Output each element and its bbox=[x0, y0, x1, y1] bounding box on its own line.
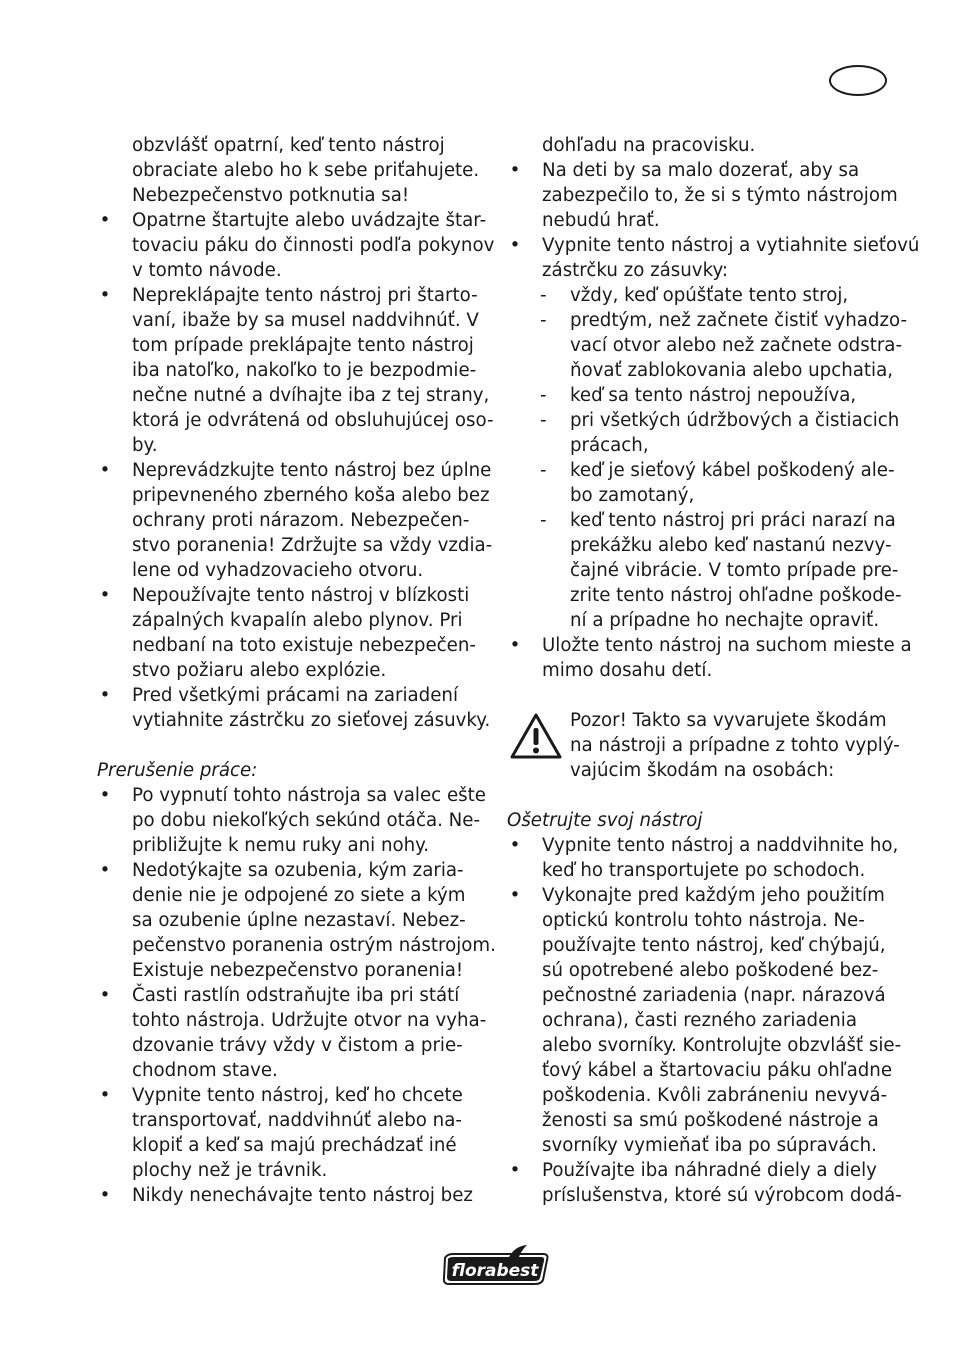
text-line bbox=[97, 308, 487, 333]
text-line bbox=[507, 1008, 897, 1033]
line-text: chodnom stave. bbox=[132, 1060, 278, 1081]
text-line bbox=[507, 233, 920, 258]
dash-marker: - bbox=[540, 385, 547, 406]
text-line bbox=[507, 633, 912, 658]
svg-text:florabest: florabest bbox=[451, 1261, 539, 1281]
text-line bbox=[97, 1108, 487, 1133]
text-line bbox=[97, 1008, 487, 1033]
line-text: nebudú hrať. bbox=[542, 210, 660, 231]
line-text: pri všetkých údržbových a čistiacich bbox=[570, 410, 900, 431]
line-text: svorníky vymieňať iba po súpravách. bbox=[542, 1135, 877, 1156]
text-line bbox=[507, 883, 897, 908]
text-line bbox=[507, 483, 897, 508]
line-text: poškodenia. Kvôli zabráneniu nevyvá- bbox=[542, 1085, 888, 1106]
text-line bbox=[97, 808, 487, 833]
line-text: Časti rastlín odstraňujte iba pri státí bbox=[132, 985, 460, 1006]
text-line bbox=[507, 458, 897, 483]
line-text: ní a prípadne ho nechajte opraviť. bbox=[570, 610, 880, 631]
bullet-marker: • bbox=[509, 885, 521, 906]
line-text: tom prípade preklápajte tento nástroj bbox=[132, 335, 474, 356]
line-text: lene od vyhadzovacieho otvoru. bbox=[132, 560, 424, 581]
left-column bbox=[97, 133, 496, 1208]
bullet-marker: • bbox=[99, 285, 111, 306]
line-text: približujte k nemu ruky ani nohy. bbox=[132, 835, 430, 856]
line-text: nečne nutné a dvíhajte iba z tej strany, bbox=[132, 385, 490, 406]
line-text: Nepreklápajte tento nástroj pri štarto- bbox=[132, 285, 478, 306]
line-text: prekážku alebo keď nastanú nezvy- bbox=[570, 535, 892, 556]
text-line bbox=[97, 833, 487, 858]
text-line bbox=[97, 1033, 487, 1058]
line-text: dohľadu na pracovisku. bbox=[542, 135, 756, 156]
line-text: ťový kábel a štartovaciu páku ohľadne bbox=[542, 1060, 893, 1081]
line-text: po dobu niekoľkých sekúnd otáča. Ne- bbox=[132, 810, 481, 831]
bullet-marker: • bbox=[99, 585, 111, 606]
text-line bbox=[507, 1033, 902, 1058]
text-line bbox=[507, 933, 897, 958]
text-line bbox=[507, 508, 897, 533]
bullet-item bbox=[507, 883, 902, 1158]
bullet-marker: • bbox=[99, 985, 111, 1006]
text-line bbox=[97, 633, 487, 658]
bullet-item bbox=[97, 783, 487, 858]
line-text: stvo požiaru alebo explózie. bbox=[132, 660, 387, 681]
text-line bbox=[507, 1183, 902, 1208]
line-text: vytiahnite zástrčku zo sieťovej zásuvky. bbox=[132, 710, 491, 731]
line-text: Opatrne štartujte alebo uvádzajte štar- bbox=[132, 210, 487, 231]
text-line bbox=[97, 433, 487, 458]
line-text: ochrany proti nárazom. Nebezpečen- bbox=[132, 510, 470, 531]
line-text: ktorá je odvrátená od obsluhujúcej oso- bbox=[132, 410, 494, 431]
text-line bbox=[507, 858, 897, 883]
line-text: v tomto návode. bbox=[132, 260, 282, 281]
line-text: Ošetrujte svoj nástroj bbox=[507, 810, 703, 831]
line-text: vací otvor alebo než začnete odstra- bbox=[570, 335, 903, 356]
bullet-marker: • bbox=[99, 860, 111, 881]
text-line bbox=[507, 908, 897, 933]
text-line bbox=[507, 183, 897, 208]
text-line bbox=[97, 483, 490, 508]
text-line bbox=[97, 708, 491, 733]
warning-text-line: Pozor! Takto sa vyvarujete škodám bbox=[570, 710, 887, 731]
text-line bbox=[97, 583, 487, 608]
dash-marker: - bbox=[540, 285, 547, 306]
warning-triangle-icon bbox=[509, 712, 563, 760]
text-line bbox=[97, 683, 487, 708]
text-line bbox=[97, 133, 487, 158]
line-text: keď je sieťový kábel poškodený ale- bbox=[570, 460, 895, 481]
text-line bbox=[97, 933, 496, 958]
spacer bbox=[507, 783, 897, 808]
bullet-item bbox=[97, 983, 487, 1083]
bullet-item bbox=[507, 158, 897, 233]
bullet-marker: • bbox=[509, 160, 521, 181]
text-line bbox=[97, 1158, 487, 1183]
text-line bbox=[507, 833, 897, 858]
text-line bbox=[97, 208, 487, 233]
text-line bbox=[97, 1083, 487, 1108]
line-text: Pred všetkými prácami na zariadení bbox=[132, 685, 458, 706]
line-text: zástrčku zo zásuvky: bbox=[542, 260, 729, 281]
line-text: predtým, než začnete čistiť vyhadzo- bbox=[570, 310, 908, 331]
bullet-item bbox=[97, 208, 495, 283]
line-text: alebo svorníky. Kontrolujte obzvlášť sie- bbox=[542, 1035, 902, 1056]
line-text: Vypnite tento nástroj, keď ho chcete bbox=[132, 1085, 463, 1106]
text-line bbox=[97, 158, 487, 183]
warning-note bbox=[507, 708, 900, 783]
bullet-item bbox=[97, 1183, 487, 1208]
line-text: Používajte iba náhradné diely a diely bbox=[542, 1160, 877, 1181]
text-line bbox=[97, 883, 487, 908]
line-text: bo zamotaný, bbox=[570, 485, 695, 506]
line-text: ženosti sa smú poškodené nástroje a bbox=[542, 1110, 879, 1131]
text-line bbox=[507, 608, 897, 633]
section-heading bbox=[97, 758, 487, 783]
line-text: sú opotrebené alebo poškodené bez- bbox=[542, 960, 879, 981]
text-line bbox=[97, 258, 487, 283]
dash-marker: - bbox=[540, 410, 547, 431]
dash-marker: - bbox=[540, 510, 547, 531]
line-text: by. bbox=[132, 435, 158, 456]
line-text: pečenstvo poranenia ostrým nástrojom. bbox=[132, 935, 496, 956]
paragraph-continuation bbox=[97, 133, 487, 208]
text-line bbox=[97, 183, 487, 208]
bullet-marker: • bbox=[99, 1185, 111, 1206]
line-text: dzovanie trávy vždy v čistom a prie- bbox=[132, 1035, 463, 1056]
text-line bbox=[507, 533, 897, 558]
line-text: vaní, ibaže by sa musel naddvihnúť. V bbox=[132, 310, 479, 331]
line-text: zrite tento nástroj ohľadne poškode- bbox=[570, 585, 902, 606]
text-line bbox=[97, 608, 487, 633]
text-line bbox=[97, 533, 493, 558]
text-line bbox=[97, 1133, 487, 1158]
text-line bbox=[507, 258, 897, 283]
text-line bbox=[507, 1058, 897, 1083]
bullet-item bbox=[507, 233, 920, 283]
line-text: prácach, bbox=[570, 435, 649, 456]
dash-item bbox=[507, 308, 908, 383]
dash-marker: - bbox=[540, 310, 547, 331]
text-line bbox=[507, 433, 897, 458]
line-text: tovaciu páku do činnosti podľa pokynov bbox=[132, 235, 495, 256]
line-text: čajné vibrácie. V tomto prípade pre- bbox=[570, 560, 899, 581]
text-line bbox=[97, 1058, 487, 1083]
text-line bbox=[97, 333, 487, 358]
line-text: obzvlášť opatrní, keď tento nástroj bbox=[132, 135, 445, 156]
bullet-marker: • bbox=[509, 835, 521, 856]
text-line bbox=[97, 983, 487, 1008]
right-column bbox=[507, 133, 920, 1208]
text-line bbox=[97, 408, 494, 433]
dash-item bbox=[507, 508, 902, 633]
line-text: Prerušenie práce: bbox=[97, 760, 258, 781]
dash-item bbox=[507, 458, 897, 508]
line-text: zabezpečilo to, že si s týmto nástrojom bbox=[542, 185, 898, 206]
text-line bbox=[97, 783, 487, 808]
line-text: plochy než je trávnik. bbox=[132, 1160, 328, 1181]
line-text: príslušenstva, ktoré sú výrobcom dodá- bbox=[542, 1185, 902, 1206]
bullet-marker: • bbox=[509, 235, 521, 256]
text-line bbox=[507, 1133, 897, 1158]
line-text: Vypnite tento nástroj a naddvihnite ho, bbox=[542, 835, 899, 856]
bullet-item bbox=[97, 283, 494, 458]
line-text: keď sa tento nástroj nepoužíva, bbox=[570, 385, 857, 406]
line-text: Vykonajte pred každým jeho použitím bbox=[542, 885, 885, 906]
text-line bbox=[507, 283, 897, 308]
bullet-item bbox=[97, 583, 487, 683]
bullet-item bbox=[97, 1083, 487, 1183]
spacer bbox=[507, 683, 897, 708]
warning-text-line: vajúcim škodám na osobách: bbox=[570, 760, 835, 781]
text-line bbox=[507, 1083, 897, 1108]
line-text: denie nie je odpojené zo siete a kým bbox=[132, 885, 466, 906]
text-line bbox=[97, 283, 487, 308]
text-line bbox=[507, 408, 900, 433]
language-oval-marker bbox=[829, 65, 887, 96]
spacer bbox=[97, 733, 487, 758]
bullet-item bbox=[97, 858, 496, 983]
text-line bbox=[507, 658, 897, 683]
line-text: používajte tento nástroj, keď chýbajú, bbox=[542, 935, 886, 956]
line-text: Nepoužívajte tento nástroj v blízkosti bbox=[132, 585, 470, 606]
text-line bbox=[507, 333, 903, 358]
bullet-marker: • bbox=[99, 1085, 111, 1106]
text-line bbox=[507, 158, 897, 183]
line-text: Na deti by sa malo dozerať, aby sa bbox=[542, 160, 860, 181]
text-line bbox=[97, 1183, 487, 1208]
line-text: iba natoľko, nakoľko to je bezpodmie- bbox=[132, 360, 477, 381]
line-text: pečnostné zariadenia (napr. nárazová bbox=[542, 985, 886, 1006]
bullet-item bbox=[97, 458, 493, 583]
line-text: vždy, keď opúšťate tento stroj, bbox=[570, 285, 849, 306]
text-line bbox=[507, 1158, 897, 1183]
section-heading bbox=[507, 808, 897, 833]
line-text: stvo poranenia! Zdržujte sa vždy vzdia- bbox=[132, 535, 493, 556]
paragraph-continuation bbox=[507, 133, 897, 158]
text-line bbox=[97, 758, 487, 783]
line-text: keď tento nástroj pri práci narazí na bbox=[570, 510, 896, 531]
bullet-marker: • bbox=[99, 685, 111, 706]
line-text: optickú kontrolu tohto nástroja. Ne- bbox=[542, 910, 865, 931]
text-line bbox=[97, 508, 487, 533]
text-line bbox=[507, 558, 897, 583]
line-text: transportovať, naddvihnúť alebo na- bbox=[132, 1110, 462, 1131]
text-line bbox=[97, 458, 492, 483]
text-line bbox=[97, 658, 487, 683]
bullet-marker: • bbox=[99, 210, 111, 231]
text-line bbox=[507, 133, 897, 158]
line-text: keď ho transportujete po schodoch. bbox=[542, 860, 866, 881]
line-text: obraciate alebo ho k sebe priťahujete. bbox=[132, 160, 480, 181]
line-text: Uložte tento nástroj na suchom mieste a bbox=[542, 635, 912, 656]
bullet-item bbox=[507, 833, 897, 883]
line-text: mimo dosahu detí. bbox=[542, 660, 713, 681]
bullet-marker: • bbox=[99, 785, 111, 806]
bullet-item bbox=[507, 1158, 902, 1208]
warning-text-line: na nástroji a prípadne z tohto vyplý- bbox=[570, 735, 900, 756]
line-text: sa ozubenie úplne nezastaví. Nebez- bbox=[132, 910, 466, 931]
line-text: Existuje nebezpečenstvo poranenia! bbox=[132, 960, 464, 981]
text-line bbox=[507, 583, 902, 608]
text-line bbox=[507, 808, 897, 833]
bullet-item bbox=[507, 633, 912, 683]
bullet-item bbox=[97, 683, 491, 733]
text-line bbox=[507, 383, 897, 408]
line-text: Neprevádzkujte tento nástroj bez úplne bbox=[132, 460, 492, 481]
text-line bbox=[97, 908, 487, 933]
text-line bbox=[507, 958, 897, 983]
text-line bbox=[97, 358, 487, 383]
line-text: Nikdy nenechávajte tento nástroj bez bbox=[132, 1185, 473, 1206]
line-text: ňovať zablokovania alebo upchatia, bbox=[570, 360, 894, 381]
line-text: nedbaní na toto existuje nebezpečen- bbox=[132, 635, 476, 656]
line-text: klopiť a keď sa majú prechádzať iné bbox=[132, 1135, 457, 1156]
line-text: zápalných kvapalín alebo plynov. Pri bbox=[132, 610, 463, 631]
dash-item bbox=[507, 283, 897, 308]
line-text: tohto nástroja. Udržujte otvor na vyha- bbox=[132, 1010, 487, 1031]
bullet-marker: • bbox=[509, 1160, 521, 1181]
line-text: Nedotýkajte sa ozubenia, kým zaria- bbox=[132, 860, 464, 881]
line-text: Nebezpečenstvo potknutia sa! bbox=[132, 185, 410, 206]
text-line bbox=[507, 983, 897, 1008]
bullet-marker: • bbox=[99, 460, 111, 481]
dash-item bbox=[507, 383, 897, 408]
text-line bbox=[97, 858, 487, 883]
dash-item bbox=[507, 408, 900, 458]
text-line bbox=[507, 1108, 897, 1133]
text-line bbox=[97, 233, 495, 258]
line-text: ochrana), časti rezného zariadenia bbox=[542, 1010, 857, 1031]
text-line bbox=[97, 958, 487, 983]
florabest-logo bbox=[439, 1244, 551, 1288]
dash-marker: - bbox=[540, 460, 547, 481]
line-text: Vypnite tento nástroj a vytiahnite sieťovú bbox=[542, 235, 920, 256]
line-text: pripevneného zberného koša alebo bez bbox=[132, 485, 490, 506]
text-line bbox=[507, 308, 908, 333]
text-line bbox=[507, 208, 897, 233]
text-line bbox=[97, 558, 487, 583]
line-text: Po vypnutí tohto nástroja sa valec ešte bbox=[132, 785, 486, 806]
text-line bbox=[507, 358, 897, 383]
bullet-marker: • bbox=[509, 635, 521, 656]
text-line bbox=[97, 383, 490, 408]
